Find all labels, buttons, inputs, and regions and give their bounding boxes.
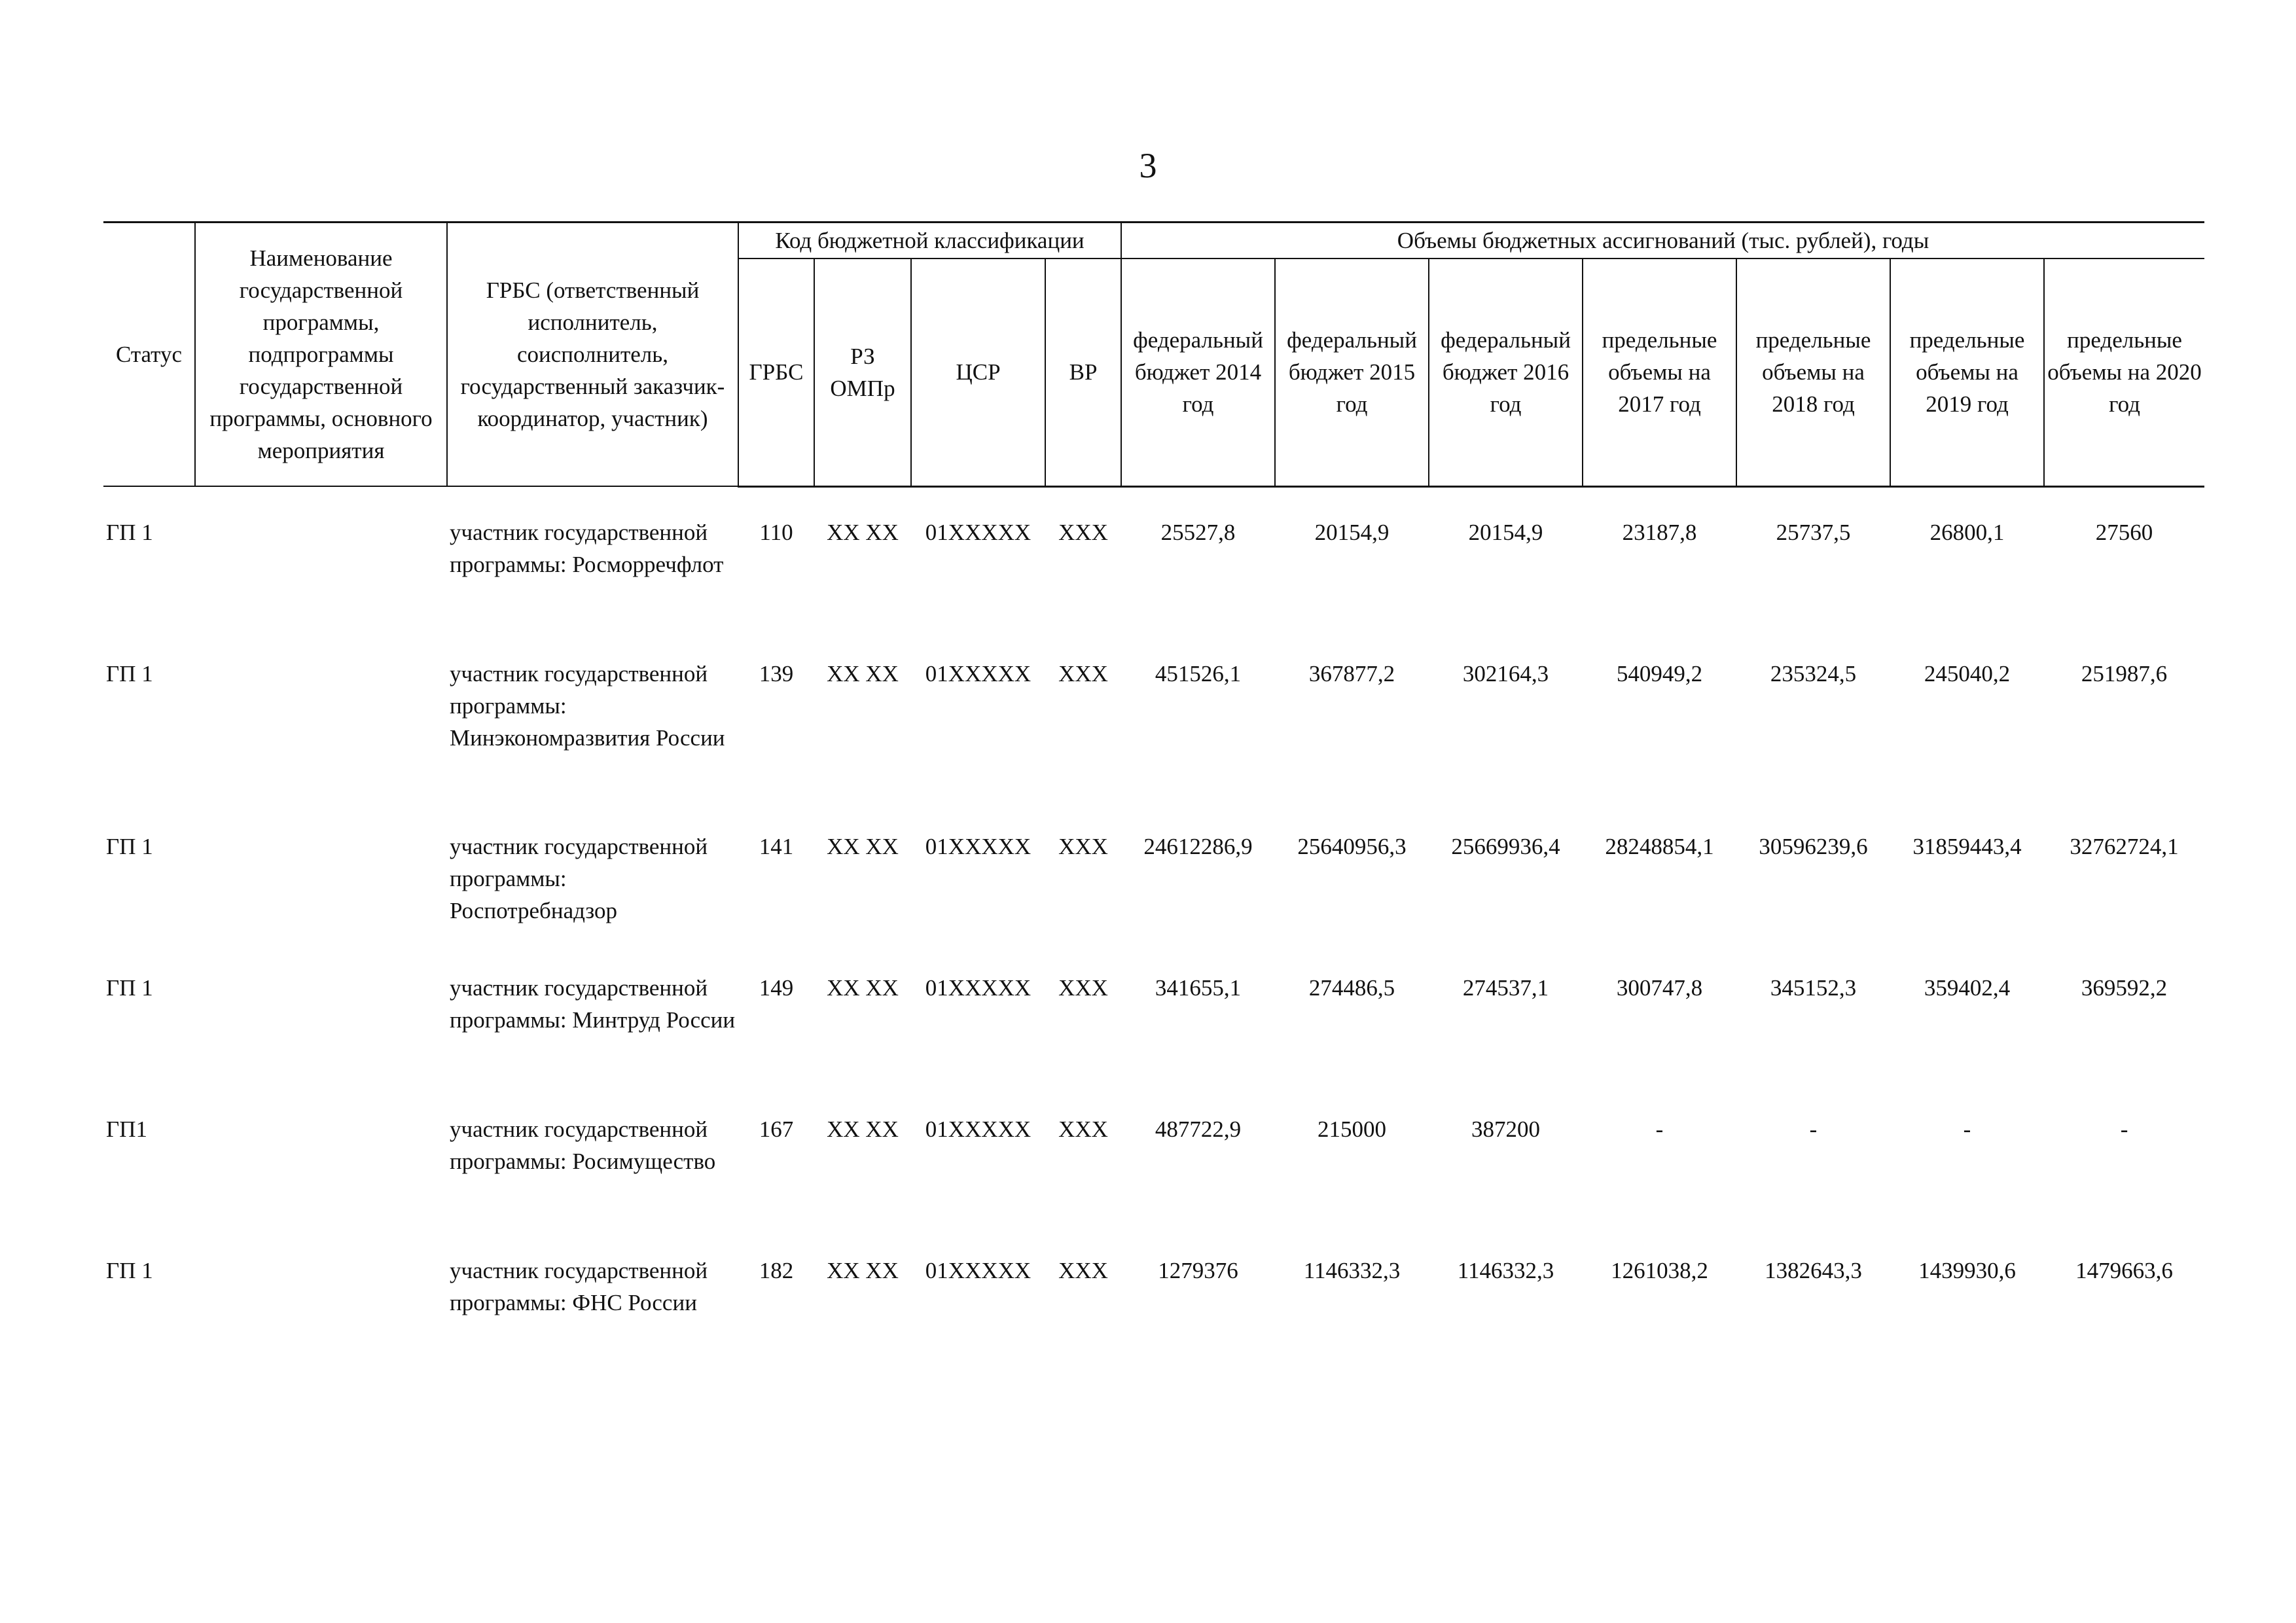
rz-cell: ХХ ХХ [827, 1116, 899, 1142]
csr-cell: 01ХХХХХ [925, 660, 1031, 687]
value-2017: - [1655, 1116, 1664, 1142]
value-2017: 540949,2 [1616, 660, 1703, 687]
value-2020: 251987,6 [2081, 660, 2168, 687]
value-2019: 26800,1 [1929, 519, 2005, 545]
grbs-cell: 149 [759, 974, 794, 1001]
status-cell: ГП 1 [106, 1257, 153, 1283]
table-header [103, 223, 2204, 487]
grbs-cell: 110 [759, 519, 793, 545]
value-2019: 31859443,4 [1912, 833, 2022, 859]
participant-cell: участник государственной программы: ФНС России [450, 1257, 708, 1315]
value-2018: - [1809, 1116, 1818, 1142]
grbs-cell: 167 [759, 1116, 794, 1142]
csr-cell: 01ХХХХХ [925, 519, 1031, 545]
header-grbs-responsible: ГРБС (ответственный исполнитель, соисполнитель, государственный заказчик-координатор, участник) [447, 223, 738, 487]
participant-cell: участник государственной программы: Росимущество [450, 1116, 716, 1174]
status-cell: ГП1 [106, 1116, 148, 1142]
vr-cell: ХХХ [1058, 1257, 1108, 1283]
header-2018: предельные объемы на 2018 год [1736, 259, 1890, 486]
table-row [103, 972, 2204, 1113]
value-2019: - [1963, 1116, 1971, 1142]
value-2017: 300747,8 [1616, 974, 1703, 1001]
participant-cell: участник государственной программы: Росморречфлот [450, 519, 724, 577]
rz-cell: ХХ ХХ [827, 1257, 899, 1283]
header-2016: федеральный бюджет 2016 год [1429, 259, 1583, 486]
status-cell: ГП 1 [106, 833, 153, 859]
value-2015: 274486,5 [1308, 974, 1395, 1001]
header-status: Статус [103, 223, 195, 487]
value-2018: 345152,3 [1770, 974, 1857, 1001]
header-2015: федеральный бюджет 2015 год [1275, 259, 1429, 486]
header-2017: предельные объемы на 2017 год [1583, 259, 1736, 486]
header-rz-ompr: РЗ ОМПр [814, 259, 911, 486]
value-2016: 1146332,3 [1457, 1257, 1554, 1283]
value-2015: 367877,2 [1308, 660, 1395, 687]
value-2014: 1279376 [1158, 1257, 1238, 1283]
page-number: 3 [1139, 146, 1157, 185]
value-2017: 28248854,1 [1605, 833, 1714, 859]
value-2018: 235324,5 [1770, 660, 1857, 687]
header-program-name: Наименование государственной программы, подпрограммы государственной программы, основного мероприятия [195, 223, 447, 487]
value-2020: 369592,2 [2081, 974, 2168, 1001]
status-cell: ГП 1 [106, 974, 153, 1001]
program-name-cell [195, 516, 447, 658]
value-2020: 27560 [2095, 519, 2153, 545]
vr-cell: ХХХ [1058, 974, 1108, 1001]
value-2017: 23187,8 [1622, 519, 1697, 545]
value-2018: 25737,5 [1776, 519, 1851, 545]
grbs-cell: 182 [759, 1257, 794, 1283]
value-2018: 1382643,3 [1765, 1257, 1862, 1283]
value-2019: 1439930,6 [1918, 1257, 2016, 1283]
value-2014: 341655,1 [1155, 974, 1242, 1001]
value-2020: 1479663,6 [2075, 1257, 2173, 1283]
value-2015: 1146332,3 [1303, 1257, 1401, 1283]
program-name-cell [195, 1113, 447, 1255]
rz-cell: ХХ ХХ [827, 519, 899, 545]
grbs-cell: 139 [759, 660, 794, 687]
table-row [103, 516, 2204, 658]
csr-cell: 01ХХХХХ [925, 974, 1031, 1001]
grbs-cell: 141 [759, 833, 794, 859]
status-cell: ГП 1 [106, 660, 153, 687]
program-name-cell [195, 972, 447, 1113]
value-2014: 24612286,9 [1143, 833, 1253, 859]
value-2015: 25640956,3 [1297, 833, 1407, 859]
rz-cell: ХХ ХХ [827, 660, 899, 687]
table-row [103, 658, 2204, 830]
header-2019: предельные объемы на 2019 год [1890, 259, 2044, 486]
header-budget-code-group: Код бюджетной классификации [738, 223, 1121, 259]
value-2018: 30596239,6 [1759, 833, 1868, 859]
rz-cell: ХХ ХХ [827, 974, 899, 1001]
value-2019: 359402,4 [1924, 974, 2011, 1001]
budget-table [103, 221, 2204, 1396]
program-name-cell [195, 830, 447, 972]
table-body [103, 486, 2204, 1396]
csr-cell: 01ХХХХХ [925, 833, 1031, 859]
vr-cell: ХХХ [1058, 833, 1108, 859]
table-row [103, 830, 2204, 972]
program-name-cell [195, 658, 447, 830]
value-2016: 20154,9 [1468, 519, 1543, 545]
participant-cell: участник государственной программы: Минтруд России [450, 974, 736, 1033]
vr-cell: ХХХ [1058, 519, 1108, 545]
participant-cell: участник государственной программы: Минэкономразвития России [450, 660, 725, 751]
header-csr: ЦСР [911, 259, 1045, 486]
value-2017: 1261038,2 [1611, 1257, 1708, 1283]
program-name-cell [195, 1255, 447, 1396]
value-2014: 25527,8 [1160, 519, 1236, 545]
header-2014: федеральный бюджет 2014 год [1121, 259, 1275, 486]
value-2016: 302164,3 [1462, 660, 1549, 687]
header-vr: ВР [1045, 259, 1121, 486]
vr-cell: ХХХ [1058, 1116, 1108, 1142]
value-2019: 245040,2 [1924, 660, 2011, 687]
status-cell: ГП 1 [106, 519, 153, 545]
header-2020: предельные объемы на 2020 год [2044, 259, 2204, 486]
table-row [103, 1113, 2204, 1255]
header-budget-volume-group: Объемы бюджетных ассигнований (тыс. рублей), годы [1121, 223, 2204, 259]
value-2016: 387200 [1471, 1116, 1540, 1142]
table-row [103, 1255, 2204, 1396]
rz-cell: ХХ ХХ [827, 833, 899, 859]
value-2014: 451526,1 [1155, 660, 1242, 687]
header-grbs: ГРБС [738, 259, 814, 486]
value-2014: 487722,9 [1155, 1116, 1242, 1142]
value-2020: 32762724,1 [2070, 833, 2179, 859]
participant-cell: участник государственной программы: Роспотребнадзор [450, 833, 708, 923]
value-2020: - [2120, 1116, 2128, 1142]
value-2016: 274537,1 [1462, 974, 1549, 1001]
value-2015: 20154,9 [1314, 519, 1390, 545]
csr-cell: 01ХХХХХ [925, 1116, 1031, 1142]
value-2016: 25669936,4 [1451, 833, 1560, 859]
vr-cell: ХХХ [1058, 660, 1108, 687]
value-2015: 215000 [1318, 1116, 1386, 1142]
csr-cell: 01ХХХХХ [925, 1257, 1031, 1283]
